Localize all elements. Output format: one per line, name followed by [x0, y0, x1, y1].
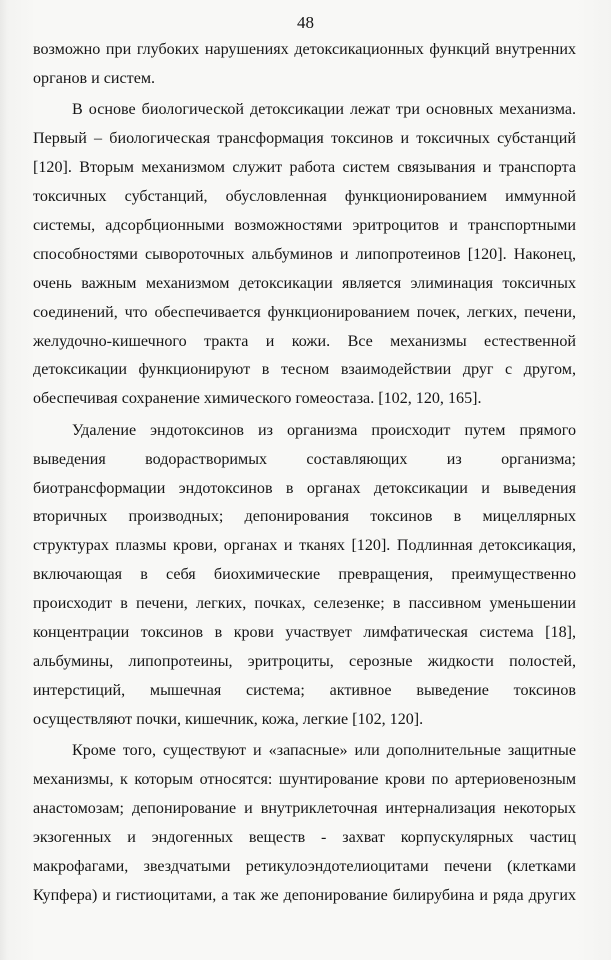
text-line: макрофагами, звездчатыми ретикулоэндотелиоцитами печени (клетками	[33, 857, 576, 875]
body-text	[33, 36, 576, 911]
text-line: механизмы, к которым относятся: шунтирование крови по артериовенозным	[33, 771, 576, 789]
text-line: включающая в себя биохимические превращения, преимущественно	[33, 566, 576, 584]
paragraph	[33, 417, 576, 735]
scan-edge-shadow	[0, 0, 8, 960]
text-line: детоксикации функционируют в тесном взаимодействии друг с другом,	[33, 361, 576, 379]
text-line: токсичных субстанций, обусловленная функционированием иммунной	[33, 188, 576, 206]
text-line: соединений, что обеспечивается функционированием почек, легких, печени,	[33, 303, 576, 321]
text-line: вторичных производных; депонирования токсинов в мицеллярных	[33, 508, 576, 526]
text-line: биотрансформации эндотоксинов в органах детоксикации и выведения	[33, 479, 576, 497]
text-line: структурах плазмы крови, органах и тканях [120]. Подлинная детоксикация,	[33, 537, 576, 555]
text-line: способностями сывороточных альбуминов и липопротеинов [120]. Наконец,	[33, 245, 576, 263]
text-line: осуществляют почки, кишечник, кожа, легкие [102, 120].	[33, 710, 424, 728]
text-line: очень важным механизмом детоксикации является элиминация токсичных	[33, 274, 576, 292]
text-line: обеспечивая сохранение химического гомеостаза. [102, 120, 165].	[33, 390, 482, 408]
text-line: системы, адсорбционными возможностями эритроцитов и транспортными	[33, 216, 576, 234]
text-line: органов и систем.	[33, 69, 156, 87]
paragraph	[33, 96, 576, 414]
text-line: желудочно-кишечного тракта и кожи. Все механизмы естественной	[33, 332, 576, 350]
text-line: Удаление эндотоксинов из организма происходит путем прямого	[72, 421, 576, 439]
text-line: происходит в печени, легких, почках, селезенке; в пассивном уменьшении	[33, 595, 576, 613]
text-line: интерстиций, мышечная система; активное выведение токсинов	[33, 681, 576, 699]
text-line: Кроме того, существуют и «запасные» или дополнительные защитные	[72, 742, 576, 760]
text-line: возможно при глубоких нарушениях детоксикационных функций внутренних	[33, 41, 576, 58]
text-line: В основе биологической детоксикации лежат три основных механизма.	[72, 101, 576, 119]
text-line: концентрации токсинов в крови участвует лимфатическая система [18],	[33, 624, 576, 641]
text-line: экзогенных и эндогенных веществ - захват корпускулярных частиц	[33, 828, 576, 846]
paragraph	[33, 36, 576, 94]
text-line: [120]. Вторым механизмом служит работа систем связывания и транспорта	[33, 159, 576, 177]
page-number: 48	[297, 13, 314, 32]
paragraph	[33, 737, 576, 910]
text-line: выведения водорастворимых составляющих из организма;	[33, 450, 576, 468]
text-line: Купфера) и гистиоцитами, а так же депонирование билирубина и ряда других	[33, 886, 576, 904]
text-line: альбумины, липопротеины, эритроциты, серозные жидкости полостей,	[33, 652, 576, 670]
text-line: Первый – биологическая трансформация токсинов и токсичных субстанций	[33, 130, 576, 148]
text-line: анастомозам; депонирование и внутриклеточная интернализация некоторых	[33, 799, 576, 817]
